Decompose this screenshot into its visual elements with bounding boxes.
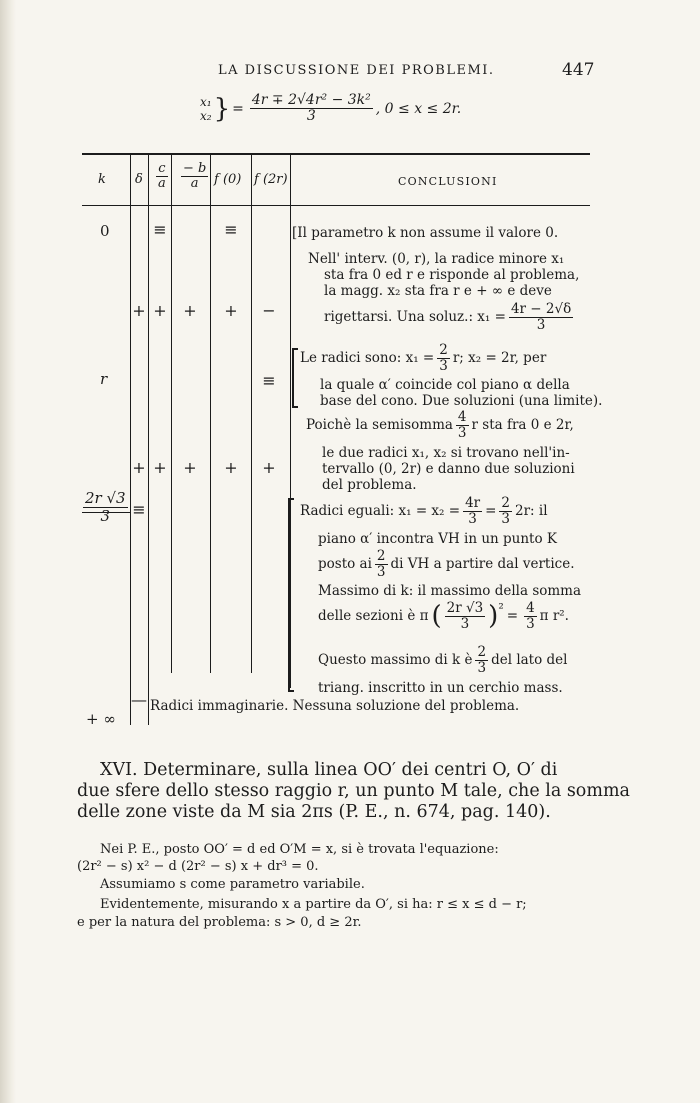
note-equal-g-eq: = — [506, 608, 519, 625]
solution-p2: Assumiamo s come parametro variabile. — [100, 877, 365, 892]
equals-symbol: = — [232, 100, 244, 117]
col-divider-k — [130, 153, 131, 725]
roots-denominator: 3 — [306, 108, 316, 125]
note-equal-h-den: 3 — [477, 659, 487, 676]
note-semisum-line1 — [306, 410, 574, 441]
note-equal-line7: triang. inscritto in un cerchio mass. — [318, 680, 563, 696]
note-r-frac-den: 3 — [439, 357, 448, 374]
header-ca-den: a — [158, 176, 166, 192]
solution-p3-line2: e per la natura del problema: s > 0, d ≥ 2r. — [77, 915, 362, 930]
solution-p1-line2: (2r² − s) x² − d (2r² − s) x + dr³ = 0. — [77, 859, 319, 874]
note-interval-line2: sta fra 0 ed r e risponde al problema, — [324, 267, 580, 283]
note-equal-f2-num: 2 — [501, 495, 511, 511]
k-two-r-sqrt3 — [80, 490, 131, 524]
sign-row2-delta: + — [132, 458, 146, 477]
note-equal-line3 — [318, 549, 575, 580]
note-imaginary: Radici immaginarie. Nessuna soluzione del problema. — [150, 698, 520, 714]
x2-symbol: x₂ — [200, 108, 212, 123]
note-equal-square: ² — [498, 601, 504, 617]
k-r: r — [100, 370, 108, 388]
note-interval-frac-num: 4r − 2√δ — [510, 301, 572, 317]
col-divider-ba — [210, 153, 211, 673]
note-equal-h-num: 2 — [477, 644, 487, 660]
note-equal-text-g: delle sezioni è π — [318, 608, 429, 625]
bracket-equal-roots — [288, 498, 294, 692]
note-semisum-frac-den: 3 — [457, 424, 467, 441]
header-delta: δ — [135, 172, 143, 187]
roots-numerator: 4r ∓ 2√4r² − 3k² — [251, 92, 371, 108]
header-ba-den: a — [190, 176, 199, 192]
col-divider-ca — [171, 153, 172, 673]
note-interval-line3: la magg. x₂ sta fra r e + ∞ e deve — [324, 283, 552, 299]
paren-open: ( — [431, 601, 442, 632]
note-interval-line1: Nell' interv. (0, r), la radice minore x₁ — [308, 251, 565, 267]
header-f2r: f (2r) — [254, 172, 288, 187]
sign-row2-ca: + — [153, 458, 167, 477]
note-semisum-line3: tervallo (0, 2r) e danno due soluzioni — [322, 461, 575, 477]
k-infinity: + ∞ — [86, 710, 116, 728]
header-ba-num: − b — [183, 161, 207, 176]
sign-row2-f2r: + — [262, 458, 276, 477]
note-semisum-text-a: Poichè la semisomma — [306, 417, 453, 434]
running-head: LA DISCUSSIONE DEI PROBLEMI. — [218, 63, 495, 78]
note-r-frac-num: 2 — [439, 342, 448, 358]
sign-row3-k: ≡ — [132, 500, 146, 519]
note-equal-text-h: Questo massimo di k è — [318, 652, 473, 669]
note-semisum-line4: del problema. — [322, 477, 417, 493]
sign-row2-ba: + — [183, 458, 197, 477]
note-equal-line5 — [318, 601, 569, 632]
header-k: k — [98, 172, 106, 187]
note-equal-f3-den: 3 — [376, 563, 386, 580]
note-equal-line4: Massimo di k: il massimo della somma — [318, 583, 582, 599]
header-f0: f (0) — [214, 172, 242, 187]
note-equal-gfrac-num: 2r √3 — [446, 600, 484, 616]
k-two-r-sqrt3-den: 3 — [100, 506, 111, 525]
note-interval-line4 — [324, 302, 576, 333]
page-edge — [0, 0, 16, 1103]
problem-line3: delle zone viste da M sia 2πs (P. E., n. 674, pag. 140). — [77, 802, 551, 822]
sign-row1-ba: + — [183, 301, 197, 320]
page-number: 447 — [562, 60, 595, 80]
solution-p3-line1: Evidentemente, misurando x a partire da O′, si ha: r ≤ x ≤ d − r; — [100, 897, 527, 912]
note-equal-f3-num: 2 — [376, 548, 386, 564]
header-minus-b-over-a — [178, 162, 211, 192]
header-c-over-a — [153, 162, 171, 192]
note-semisum-line2: le due radici x₁, x₂ si trovano nell'in- — [322, 445, 570, 461]
solution-p1-line1: Nei P. E., posto OO′ = d ed O′M = x, si è trovata l'equazione: — [100, 842, 499, 857]
note-equal-text-b: 2r: il — [515, 503, 548, 520]
note-r-line3: base del cono. Due soluzioni (una limite). — [320, 393, 603, 409]
note-equal-line2: piano α′ incontra VH in un punto K — [318, 531, 557, 547]
k-two-r-sqrt3-num: 2r √3 — [85, 489, 126, 507]
note-equal-f1-den: 3 — [468, 510, 477, 527]
note-equal-eq: = — [485, 503, 497, 520]
note-equal-text-a: Radici eguali: x₁ = x₂ = — [300, 503, 461, 520]
problem-line2: due sfere dello stesso raggio r, un punto M tale, che la somma — [77, 781, 630, 801]
roots-formula — [200, 93, 461, 125]
note-equal-f2-den: 3 — [501, 510, 511, 527]
sign-rowr-f2r: ≡ — [262, 371, 276, 390]
note-equal-line6 — [318, 645, 567, 676]
note-r-line1 — [300, 343, 546, 374]
note-equal-h-end: del lato del — [491, 652, 568, 669]
sign-row1-f2r: − — [262, 301, 276, 320]
sign-row2-f0: + — [224, 458, 238, 477]
note-interval-text: rigettarsi. Una soluz.: x₁ = — [324, 309, 506, 326]
paren-close: ) — [488, 601, 499, 632]
col-divider-delta — [148, 153, 149, 725]
brace-symbol: } — [213, 93, 231, 124]
note-r-text-b: r; x₂ = 2r, per — [452, 350, 547, 367]
note-equal-f1-num: 4r — [465, 495, 481, 511]
note-equal-text-d: posto ai — [318, 556, 372, 573]
note-equal-gf-num: 4 — [526, 600, 535, 616]
col-divider-f0 — [251, 153, 252, 673]
note-equal-gf-den: 3 — [526, 615, 535, 632]
sign-row1-f0: + — [224, 301, 238, 320]
note-semisum-text-b: r sta fra 0 e 2r, — [471, 417, 574, 434]
note-equal-text-e: di VH a partire dal vertice. — [390, 556, 575, 573]
sign-row0-delta: ≡ — [153, 220, 167, 239]
note-semisum-frac-num: 4 — [457, 409, 467, 425]
note-interval-frac-den: 3 — [536, 316, 546, 333]
roots-fraction — [250, 93, 373, 125]
x1-symbol: x₁ — [200, 94, 212, 109]
sign-row1-ca: + — [153, 301, 167, 320]
header-ca-num: c — [158, 161, 166, 176]
note-equal-g-end: π r². — [539, 608, 569, 625]
problem-line1: XVI. Determinare, sulla linea OO′ dei centri O, O′ di — [100, 760, 558, 780]
sign-row1-delta: + — [132, 301, 146, 320]
bracket-r — [292, 348, 298, 408]
table-header-rule — [82, 205, 590, 206]
k-zero: 0 — [100, 222, 110, 240]
roots-condition: , 0 ≤ x ≤ 2r. — [375, 100, 462, 117]
table-top-rule — [82, 153, 590, 155]
note-r-text-a: Le radici sono: x₁ = — [300, 350, 435, 367]
note-r-line2: la quale α′ coincide col piano α della — [320, 377, 570, 393]
header-conclusions: CONCLUSIONI — [398, 175, 498, 188]
sign-row4-delta: — — [131, 690, 147, 709]
note-equal-line1 — [300, 496, 548, 527]
note-k-zero: [Il parametro k non assume il valore 0. — [292, 225, 559, 241]
note-equal-gfrac-den: 3 — [460, 615, 470, 632]
sign-row0-f0: ≡ — [224, 220, 238, 239]
